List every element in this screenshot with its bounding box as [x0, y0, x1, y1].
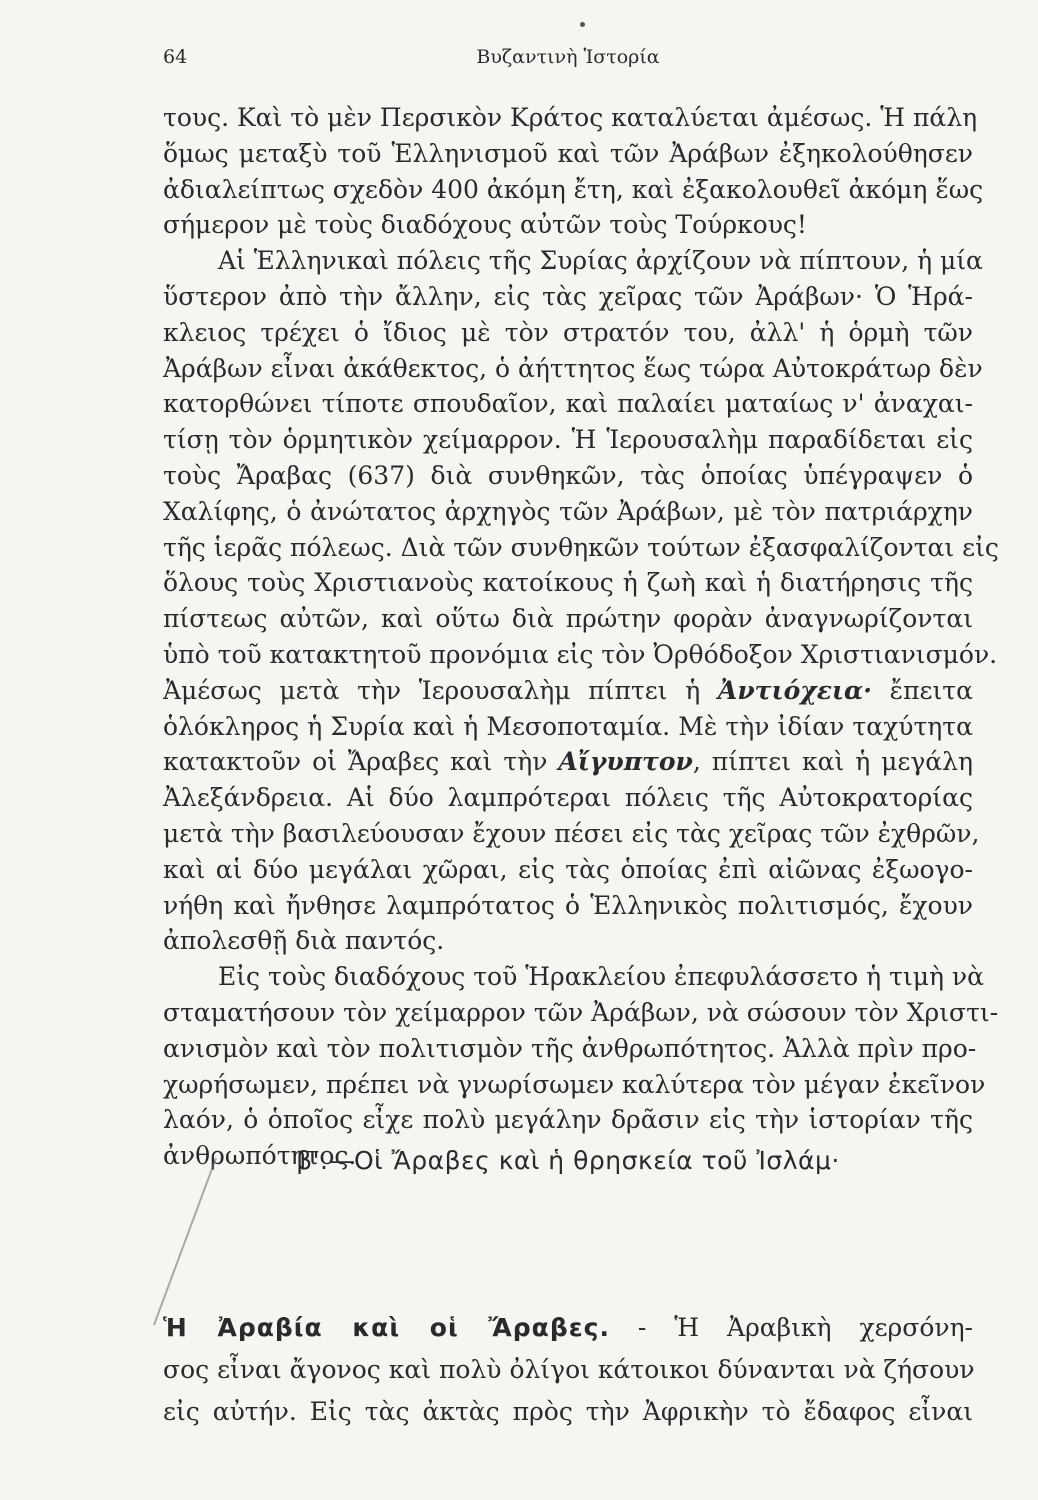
text-line: κατορθώνει τίποτε σπουδαῖον, καὶ παλαίει ματαίως ν' ἀναχαι-	[163, 389, 973, 419]
text-line: ὕστερον ἀπὸ τὴν ἄλλην, εἰς τὰς χεῖρας τῶν Ἀράβων· Ὁ Ἡρά-	[163, 281, 973, 311]
text-line: ὁλόκληρος ἡ Συρία καὶ ἡ Μεσοποταμία. Μὲ τὴν ἰδίαν ταχύτητα	[163, 711, 973, 741]
text-line: τους. Καὶ τὸ μὲν Περσικὸν Κράτος καταλύεται ἀμέσως. Ἡ πάλη	[163, 103, 978, 132]
line-start: Ἀμέσως μετὰ τὴν Ἱερουσαλὴμ πίπτει ἡ	[163, 675, 718, 705]
text-line: λαόν, ὁ ὁποῖος εἶχε πολὺ μεγάλην δρᾶσιν εἰς τὴν ἱστορίαν τῆς	[163, 1105, 973, 1135]
body-text	[163, 100, 999, 1174]
text-line: τίσῃ τὸν ὁρμητικὸν χείμαρρον. Ἡ Ἱερουσαλὴμ παραδίδεται εἰς	[163, 425, 973, 455]
pen-stroke-mark	[146, 1150, 236, 1330]
section-heading: β'.—Οἱ Ἄραβες καὶ ἡ θρησκεία τοῦ Ἰσλάμ·	[296, 1146, 840, 1175]
line-end: , πίπτει καὶ ἡ μεγάλη	[692, 747, 973, 777]
text-line: τοὺς Ἄραβας (637) διὰ συνθηκῶν, τὰς ὁποίας ὑπέγραψεν ὁ	[163, 460, 973, 490]
text-line: ἀνθρωπότητος.	[163, 1141, 357, 1171]
text-line: κλειος τρέχει ὁ ἴδιος μὲ τὸν στρατόν του, ἀλλ' ἡ ὁρμὴ τῶν	[163, 317, 973, 347]
text-line: μετὰ τὴν βασιλεύουσαν ἔχουν πέσει εἰς τὰς χεῖρας τῶν ἐχθρῶν,	[163, 818, 980, 848]
text-line: χωρήσωμεν, πρέπει νὰ γνωρίσωμεν καλύτερα τὸν μέγαν ἐκεῖνον	[163, 1069, 986, 1099]
text-line: ὅλους τοὺς Χριστιανοὺς κατοίκους ἡ ζωὴ καὶ ἡ διατήρησις τῆς	[163, 568, 973, 598]
text-line: Αἱ Ἑλληνικαὶ πόλεις τῆς Συρίας ἀρχίζουν νὰ πίπτουν, ἡ μία	[218, 246, 983, 276]
line-start: κατακτοῦν οἱ Ἄραβες καὶ τὴν	[163, 747, 559, 777]
text-line-subsection	[163, 1307, 973, 1349]
text-line: ανισμὸν καὶ τὸν πολιτισμὸν τῆς ἀνθρωπότητος. Ἀλλὰ πρὶν προ-	[163, 1033, 977, 1063]
paragraph-1	[163, 100, 984, 243]
text-line: ἀπολεσθῇ διὰ παντός.	[163, 926, 445, 956]
text-line: σήμερον μὲ τοὺς διαδόχους αὐτῶν τοὺς Τούρκους!	[163, 210, 807, 240]
text-line-aigyptos	[163, 744, 973, 780]
section-body	[163, 1307, 973, 1433]
text-line: νήθη καὶ ἤνθησε λαμπρότατος ὁ Ἑλληνικὸς πολιτισμός, ἔχουν	[163, 890, 973, 920]
text-line: καὶ αἱ δύο μεγάλαι χῶραι, εἰς τὰς ὁποίας ἐπὶ αἰῶνας ἐξωογο-	[163, 854, 973, 884]
running-title: Βυζαντινὴ Ἱστορία	[476, 46, 660, 68]
text-line: ὑπὸ τοῦ κατακτητοῦ προνόμια εἰς τὸν Ὀρθόδοξον Χριστιανισμόν.	[163, 639, 998, 669]
text-line: σταματήσουν τὸν χείμαρρον τῶν Ἀράβων, νὰ σώσουν τὸν Χριστι-	[163, 997, 999, 1027]
text-line: σος εἶναι ἄγονος καὶ πολὺ ὀλίγοι κάτοικοι δύνανται νὰ ζήσουν	[163, 1355, 975, 1384]
running-head	[163, 46, 973, 72]
ink-dot	[580, 22, 585, 27]
text-line: ὅμως μεταξὺ τοῦ Ἑλληνισμοῦ καὶ τῶν Ἀράβων ἐξηκολούθησεν	[163, 138, 973, 168]
emphasized-place-antiocheia: Ἀντιόχεια·	[717, 675, 872, 705]
emphasized-place-aigyptos: Αἴγυπτον	[558, 747, 693, 777]
text-line: πίστεως αὐτῶν, καὶ οὕτω διὰ πρώτην φορὰν ἀναγνωρίζονται	[163, 604, 973, 634]
subsection-title: Ἡ Ἀραβία καὶ οἱ Ἄραβες.	[163, 1313, 610, 1342]
page-number: 64	[163, 46, 188, 68]
line-end: - Ἡ Ἀραβικὴ χερσόνη-	[609, 1313, 973, 1342]
text-line: εἰς αὐτήν. Εἰς τὰς ἀκτὰς πρὸς τὴν Ἀφρικὴν τὸ ἔδαφος εἶναι	[163, 1397, 973, 1426]
text-line: ἀδιαλείπτως σχεδὸν 400 ἀκόμη ἔτη, καὶ ἐξακολουθεῖ ἀκόμη ἕως	[163, 174, 984, 204]
text-line: Εἰς τοὺς διαδόχους τοῦ Ἡρακλείου ἐπεφυλάσσετο ἡ τιμὴ νὰ	[218, 962, 984, 992]
text-line: Ἀλεξάνδρεια. Αἱ δύο λαμπρότεραι πόλεις τῆς Αὐτοκρατορίας	[163, 783, 973, 813]
text-line: Χαλίφης, ὁ ἀνώτατος ἀρχηγὸς τῶν Ἀράβων, μὲ τὸν πατριάρχην	[163, 496, 973, 526]
text-line: Ἀράβων εἶναι ἀκάθεκτος, ὁ ἀήττητος ἕως τώρα Αὐτοκράτωρ δὲν	[163, 353, 983, 383]
paragraph-3	[163, 959, 999, 1174]
text-line-antiocheia	[163, 673, 973, 709]
paragraph-2	[163, 243, 999, 959]
line-end: ἔπειτα	[871, 675, 973, 705]
text-line: τῆς ἱερᾶς πόλεως. Διὰ τῶν συνθηκῶν τούτων ἐξασφαλίζονται εἰς	[163, 532, 999, 562]
